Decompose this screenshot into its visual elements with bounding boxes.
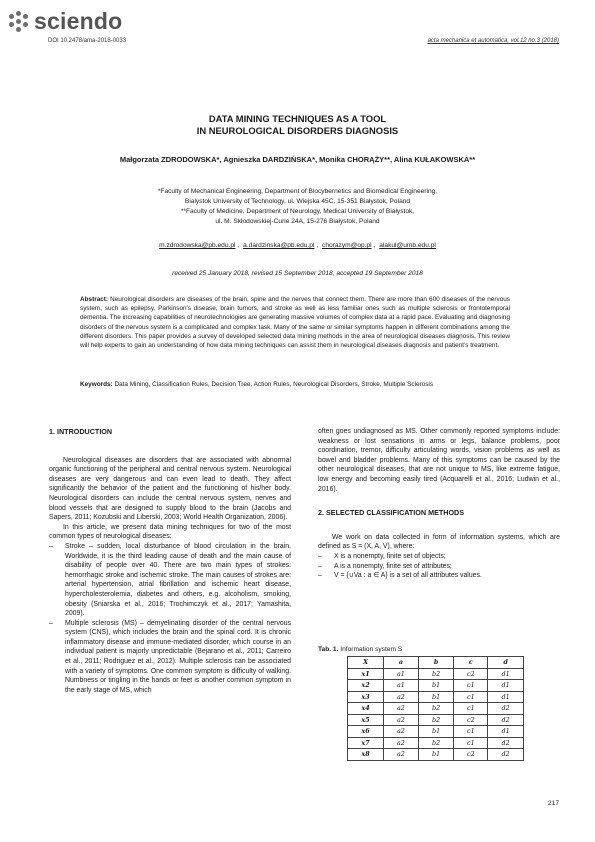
table-row (348, 737, 524, 749)
list-item: – X is a nonempty, finite set of objects; (318, 552, 560, 562)
table-cell: x3 (348, 691, 384, 703)
journal-link[interactable]: acta mechanica et automatica, vol.12 no.3 (2018) (427, 38, 559, 44)
table-cell: d2 (488, 737, 524, 749)
table-cell: d2 (488, 749, 524, 761)
logo-text: sciendo (34, 8, 123, 34)
table-row (348, 703, 524, 715)
intro-paragraph: Neurological diseases are disorders that are associated with abnormal organic functioning of the peripheral and central nervous system. Neurological diseases are very dangerous and can even lead to death. They affect significantly the behavior of the patient and the functioning of his/her body. Neurological disorders can include the central nervous system, nerves and blood vessels that are designed to supply blood to the brain (Jacobs and Sapers, 2011; Kozubski and Liberski, 2003; World Health Organization, 2006). (49, 456, 291, 522)
title-line-1: DATA MINING TECHNIQUES AS A TOOL (208, 113, 387, 124)
right-column (318, 427, 560, 581)
affiliation-line: **Faculty of Medicine, Department of Neurology, Medical University of Białystok, (180, 208, 415, 215)
methods-paragraph: We work on data collected in form of information systems, which are defined as S = (X, A, V), where: (318, 533, 560, 551)
logo-mark (8, 11, 30, 33)
keywords (80, 381, 510, 388)
table-cell: a1 (384, 680, 419, 692)
table-cell: a2 (384, 691, 419, 703)
table-cell: a2 (384, 749, 419, 761)
affiliation-line: *Faculty of Mechanical Engineering, Department of Biocybernetics and Biomedical Engineering, (157, 188, 438, 195)
email-link[interactable]: a.dardzinska@pb.edu.pl (243, 242, 315, 249)
affiliation-line: Bialystok University of Technology, ul. Wiejska 45C, 15-351 Białystok, Poland (184, 198, 411, 205)
table-cell: x8 (348, 749, 384, 761)
section-heading-methods: 2. SELECTED CLASSIFICATION METHODS (318, 508, 465, 518)
table-cell: c1 (454, 680, 488, 692)
column-header: c (454, 657, 488, 669)
table-cell: b2 (418, 714, 454, 726)
section-heading-introduction: 1. INTRODUCTION (49, 427, 113, 436)
table-cell: d2 (488, 703, 524, 715)
list-item: – Stroke – sudden, local disturbance of blood circulation in the brain. Worldwide, it is the third leading cause of death and the main cause of disability of people over 40. There are two main types of strokes: hemorrhagic stroke and ischemic stroke. The main causes of strokes are: arterial hypertension, atrial fibrillation and ischemic heart disease, hypercholesterolemia, diabetes and others, e.g. alcoholism, smoking, obesity (Sniarska et al., 2016; Trochimczyk et al., 2017; Yamashita, 2009). (49, 542, 291, 619)
table-cell: b1 (418, 680, 454, 692)
table-cell: x4 (348, 703, 384, 715)
table-row (348, 749, 524, 761)
table-cell: b2 (418, 703, 454, 715)
continued-paragraph: often goes undiagnosed as MS. Other commonly reported symptoms include: weakness or lost sensations in arms or legs, balance problems, poor coordination, tremor, difficulty articulating words, vision problems as well as bowel and bladder problems. Many of this symptoms can be caused by the other neurological diseases, that are not unique to MS, like extreme fatigue, low energy and becoming easily tired (Acquarelli et al., 2016; Ludwin et al., 2016). (318, 428, 560, 493)
table-cell: x1 (348, 668, 384, 680)
information-system-table (347, 656, 524, 761)
table-cell: c1 (454, 691, 488, 703)
paper-title (0, 113, 595, 137)
table-cell: b1 (418, 726, 454, 738)
table-cell: c1 (454, 737, 488, 749)
table-cell: c1 (454, 726, 488, 738)
email-link[interactable]: alakul@umb.edu.pl (379, 242, 436, 249)
column-header: X (348, 657, 384, 669)
table-cell: x6 (348, 726, 384, 738)
table-cell: b2 (418, 737, 454, 749)
abstract-text: Neurological disorders are diseases of the brain, spine and the nerves that connect them. There are more than 600 diseases of the nervous system, such as epilepsy, Parkinson's disease, brain tumors, and stroke as well as less familiar ones such as multiple sclerosis or frontotemporal dementia. The increasing capabilities of neurotechnologies are generating massive volumes of complex data at a rapid pace. Evaluating and diagnosing disorders of the nervous system is a complicated and complex task. Many of the same or similar symptoms happen in different combinations among the different disorders. This paper provides a survey of developed selected data mining methods in the area of neurological diseases diagnosis. This review will help experts to gain an understanding of how data mining techniques can assist them in neurological diseases diagnosis and patient's treatment. (80, 296, 510, 350)
table-cell: d1 (488, 680, 524, 692)
definition-list (318, 552, 560, 581)
received-dates: received 25 January 2018, revised 15 September 2018, accepted 19 September 2018 (172, 270, 423, 277)
table-header-row (348, 657, 524, 669)
column-header: d (488, 657, 524, 669)
left-column (49, 427, 291, 695)
table-cell: b2 (418, 668, 454, 680)
table-caption-text: Information system S (340, 646, 403, 653)
table-cell: a2 (384, 726, 419, 738)
table-cell: c1 (454, 703, 488, 715)
table-caption-label: Tab. 1. (318, 646, 339, 653)
page-number: 217 (548, 800, 560, 807)
list-item: – V = {∪Va : a ∈ A} is a set of all attributes values. (318, 571, 560, 581)
column-header: a (384, 657, 419, 669)
abstract (80, 295, 510, 350)
doi: DOI 10.2478/ama-2018-0033 (48, 38, 127, 44)
table-cell: c2 (454, 714, 488, 726)
table-cell: d1 (488, 668, 524, 680)
table-cell: d1 (488, 726, 524, 738)
list-item: – A is a nonempty, finite set of attributes; (318, 562, 560, 572)
table-row (348, 691, 524, 703)
disease-list (49, 542, 291, 696)
email-link[interactable]: chorazym@op.pl (322, 242, 372, 249)
table-cell: c2 (454, 749, 488, 761)
column-header: b (418, 657, 454, 669)
table-cell: b1 (418, 749, 454, 761)
list-item: – Multiple sclerosis (MS) – demyelinating disorder of the central nervous system (CNS), which includes the brain and the spinal cord. It is chronic inflammatory disease and immune-mediated disorder, which course in an individual patient is majorly unpredictable (Bejarano et al., 2011; Carreiro et al., 2011; Rodriguez et al., 2012). Multiple sclerosis can be associated with a variety of symptoms. One common symptom is difficulty of walking. Numbness or tingling in the hands or feet is another common symptom in the early stage of MS, which (49, 619, 291, 696)
table-caption (318, 646, 402, 653)
email-list: m.zdrodowska@pb.edu.pl , a.dardzinska@pb.edu.pl , chorazym@op.pl , alakul@umb.edu.pl (159, 242, 436, 249)
affiliation-line: ul. M. Skłodowskiej-Curie 24A, 15-276 Białystok, Poland (215, 218, 380, 225)
table-cell: x5 (348, 714, 384, 726)
keywords-text: Data Mining, Classification Rules, Decision Tree, Action Rules, Neurological Disorders, Stroke, Multiple Sclerosis (114, 381, 434, 388)
table-cell: d2 (488, 714, 524, 726)
abstract-label: Abstract: (80, 296, 109, 303)
table-cell: x2 (348, 680, 384, 692)
table-row (348, 726, 524, 738)
table-cell: a2 (384, 714, 419, 726)
sciendo-logo (8, 8, 122, 35)
table-cell: b1 (418, 691, 454, 703)
table-cell: c2 (454, 668, 488, 680)
title-line-2: IN NEUROLOGICAL DISORDERS DIAGNOSIS (196, 125, 399, 136)
table-cell: x7 (348, 737, 384, 749)
affiliations (0, 187, 595, 227)
table-cell: a1 (384, 668, 419, 680)
keywords-label: Keywords: (80, 381, 113, 388)
table-cell: a2 (384, 703, 419, 715)
table-cell: a2 (384, 737, 419, 749)
authors: Małgorzata ZDRODOWSKA*, Agnieszka DARDZIŃSKA*, Monika CHORĄŻY**, Alina KUŁAKOWSKA** (119, 155, 476, 164)
table-row (348, 668, 524, 680)
table-row (348, 714, 524, 726)
table-row (348, 680, 524, 692)
email-link[interactable]: m.zdrodowska@pb.edu.pl (159, 242, 236, 249)
intro-paragraph: In this article, we present data mining techniques for two of the most common types of neurological diseases: (49, 523, 291, 541)
table-cell: d1 (488, 691, 524, 703)
